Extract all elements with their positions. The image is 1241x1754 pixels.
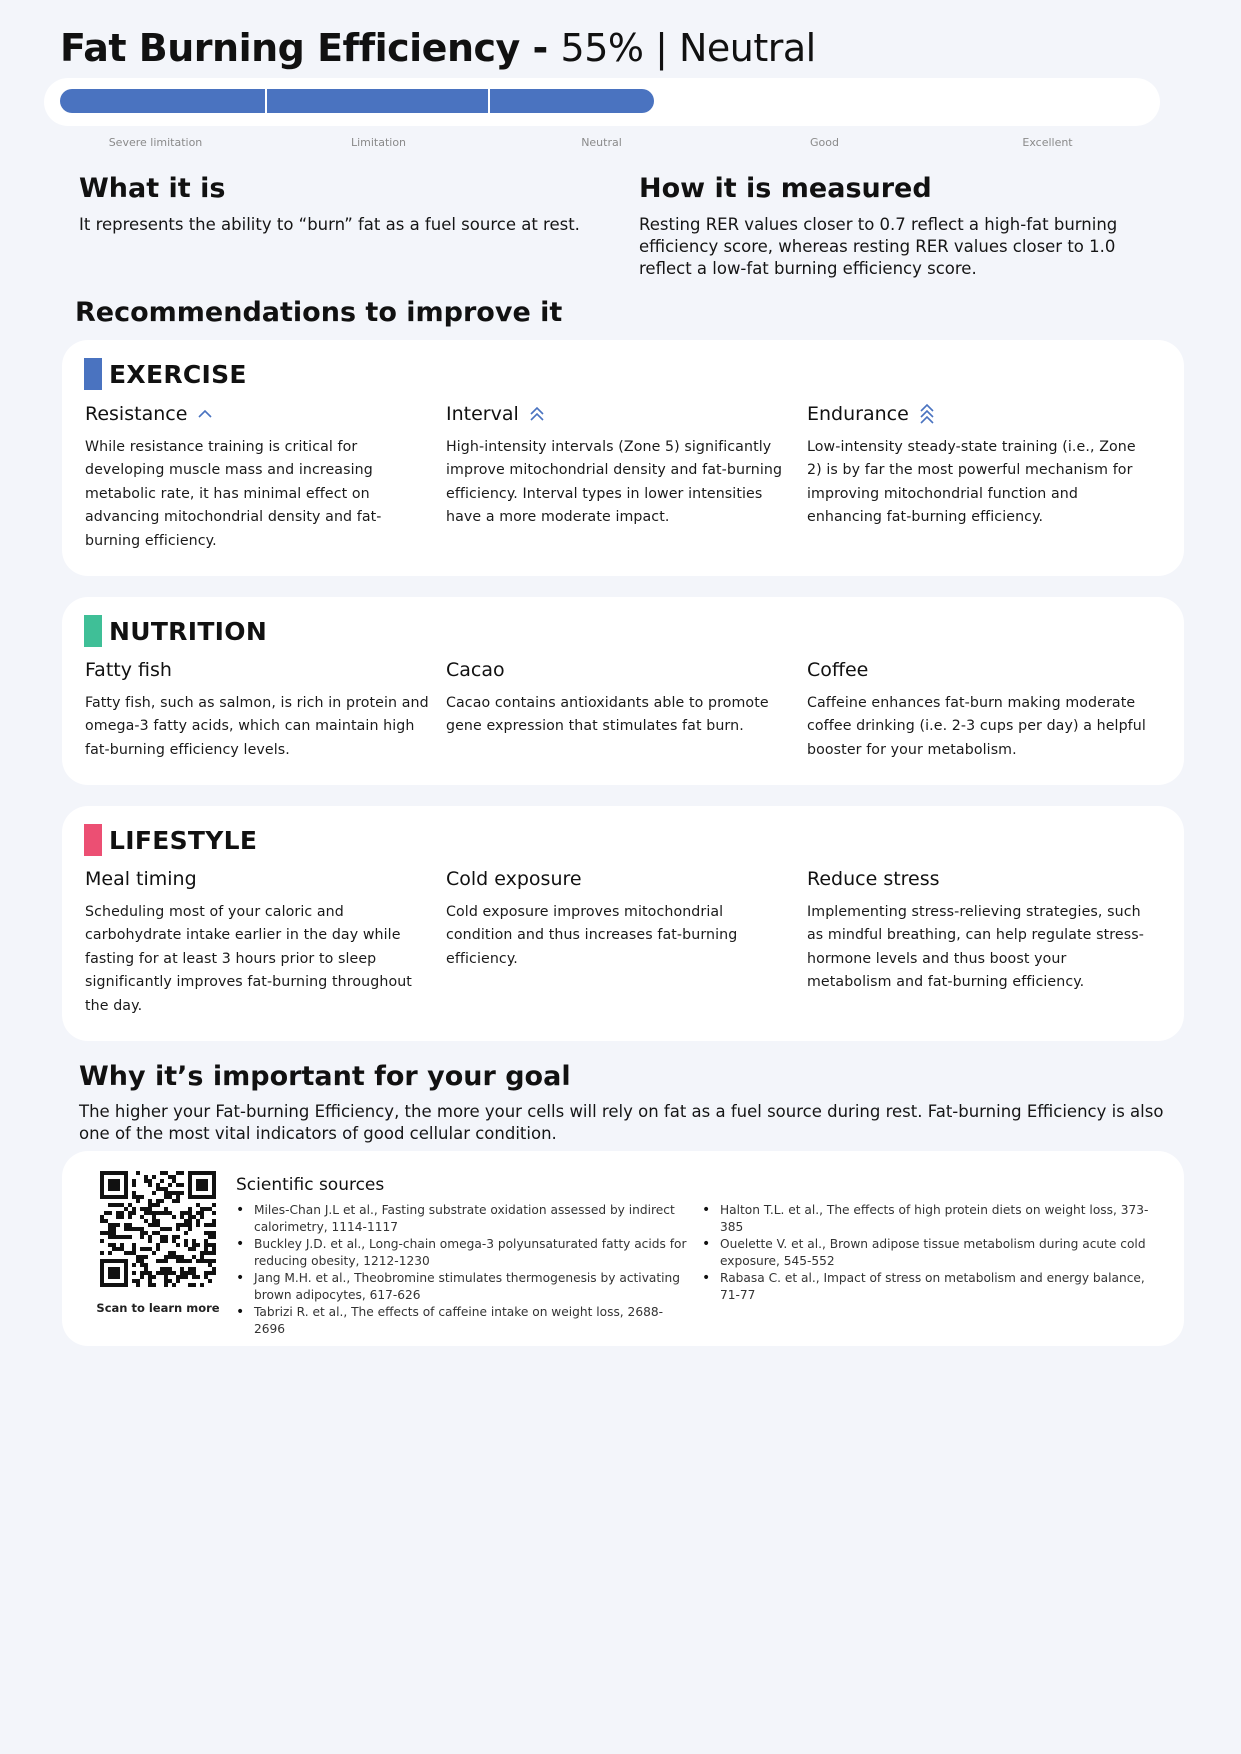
nutrition-card (62, 597, 1184, 785)
metric-name: Fat Burning Efficiency (60, 26, 520, 70)
recommendation-text: Cacao contains antioxidants able to promote gene expression that stimulates fat burn. (446, 695, 769, 735)
exercise-card (62, 340, 1184, 576)
recommendation-text: Scheduling most of your caloric and carbohydrate intake earlier in the day while fasting for at least 3 hours prior to sleep significantly improves fat-burning throughout the day. (85, 904, 412, 1014)
source-item: • Rabasa C. et al., Impact of stress on metabolism and energy balance, 71-77 (702, 1270, 1158, 1304)
recommendation-title: Interval (446, 403, 519, 425)
why-text: The higher your Fat-burning Efficiency, the more your cells will rely on fat as a fuel source during rest. Fat-burning Efficiency is also one of the most vital indicators of good cellular condition. (79, 1102, 1164, 1143)
scale-divider (265, 89, 267, 113)
why-heading: Why it’s important for your goal (79, 1061, 571, 1092)
source-item: • Tabrizi R. et al., The effects of caffeine intake on weight loss, 2688-2696 (236, 1304, 692, 1338)
how-measured-text: Resting RER values closer to 0.7 reflect a high-fat burning efficiency score, whereas resting RER values closer to 1.0 reflect a low-fat burning efficiency score. (639, 215, 1118, 278)
recommendation-text: While resistance training is critical for developing muscle mass and increasing metabolic rate, it has minimal effect on advancing mitochondrial density and fat-burning efficiency. (85, 439, 382, 549)
source-item: • Jang M.H. et al., Theobromine stimulates thermogenesis by activating brown adipocytes, 617-626 (236, 1270, 692, 1304)
recommendation-title: Fatty fish (85, 659, 172, 681)
chevron-up-icon (197, 407, 213, 421)
recommendation-text: High-intensity intervals (Zone 5) significantly improve mitochondrial density and fat-burning efficiency. Interval types in lower intensities have a more moderate impact. (446, 439, 783, 526)
recommendation-item (446, 657, 791, 739)
recommendation-item (85, 657, 430, 762)
what-it-is-text: It represents the ability to “burn” fat as a fuel source at rest. (79, 215, 580, 234)
score-scale-labels (44, 136, 1160, 150)
sources-card (62, 1151, 1184, 1346)
double-chevron-up-icon (529, 405, 545, 423)
section-color-bar (84, 824, 102, 856)
nutrition-section-header (84, 615, 267, 647)
recommendation-title: Cold exposure (446, 868, 582, 890)
recommendation-item (807, 401, 1152, 530)
sources-list-right (702, 1202, 1158, 1304)
recommendation-item (446, 401, 791, 530)
recommendation-text: Cold exposure improves mitochondrial condition and thus increases fat-burning efficiency. (446, 904, 738, 967)
scale-label: Severe limitation (108, 136, 203, 149)
section-color-bar (84, 358, 102, 390)
section-title: EXERCISE (109, 359, 247, 389)
source-item: • Ouelette V. et al., Brown adipose tissue metabolism during acute cold exposure, 545-552 (702, 1236, 1158, 1270)
sources-list-left (236, 1202, 692, 1338)
recommendation-text: Fatty fish, such as salmon, is rich in protein and omega-3 fatty acids, which can maintain high fat-burning efficiency levels. (85, 695, 429, 758)
score-progress-bar (60, 89, 654, 113)
title-separator: - (519, 26, 561, 70)
recommendation-item (807, 866, 1152, 995)
source-item: • Miles-Chan J.L et al., Fasting substrate oxidation assessed by indirect calorimetry, 1114-1117 (236, 1202, 692, 1236)
how-measured-heading: How it is measured (639, 173, 932, 204)
source-item: • Halton T.L. et al., The effects of high protein diets on weight loss, 373-385 (702, 1202, 1158, 1236)
triple-chevron-up-icon (919, 403, 935, 425)
scale-label: Limitation (350, 136, 407, 149)
what-it-is-heading: What it is (79, 173, 226, 204)
recommendation-title: Meal timing (85, 868, 197, 890)
exercise-section-header (84, 358, 247, 390)
recommendation-text: Low-intensity steady-state training (i.e., Zone 2) is by far the most powerful mechanism for improving mitochondrial function and enhancing fat-burning efficiency. (807, 439, 1136, 526)
section-title: LIFESTYLE (109, 825, 258, 855)
recommendation-item (807, 657, 1152, 762)
scale-label: Good (810, 136, 839, 149)
recommendation-text: Caffeine enhances fat-burn making moderate coffee drinking (i.e. 2-3 cups per day) a helpful booster for your metabolism. (807, 695, 1146, 758)
scale-divider (488, 89, 490, 113)
qr-code[interactable] (100, 1171, 216, 1287)
scale-label: Neutral (581, 136, 622, 149)
source-item: • Buckley J.D. et al., Long-chain omega-3 polyunsaturated fatty acids for reducing obesity, 1212-1230 (236, 1236, 692, 1270)
recommendation-title: Reduce stress (807, 868, 940, 890)
section-title: NUTRITION (109, 616, 268, 646)
section-color-bar (84, 615, 102, 647)
recommendation-item (446, 866, 791, 971)
lifestyle-card (62, 806, 1184, 1041)
recommendation-item (85, 866, 430, 1018)
qr-caption: Scan to learn more (96, 1301, 220, 1315)
metric-score: 55% | Neutral (560, 26, 816, 70)
recommendation-title: Endurance (807, 403, 909, 425)
scale-label: Excellent (1022, 136, 1073, 149)
recommendations-heading: Recommendations to improve it (75, 297, 563, 328)
page-title (60, 26, 816, 70)
recommendation-item (85, 401, 430, 553)
sources-title: Scientific sources (236, 1175, 385, 1195)
recommendation-title: Resistance (85, 403, 188, 425)
recommendation-text: Implementing stress-relieving strategies, such as mindful breathing, can help regulate stress-hormone levels and thus boost your metabolism and fat-burning efficiency. (807, 904, 1144, 991)
recommendation-title: Coffee (807, 659, 869, 681)
recommendation-title: Cacao (446, 659, 505, 681)
lifestyle-section-header (84, 824, 257, 856)
